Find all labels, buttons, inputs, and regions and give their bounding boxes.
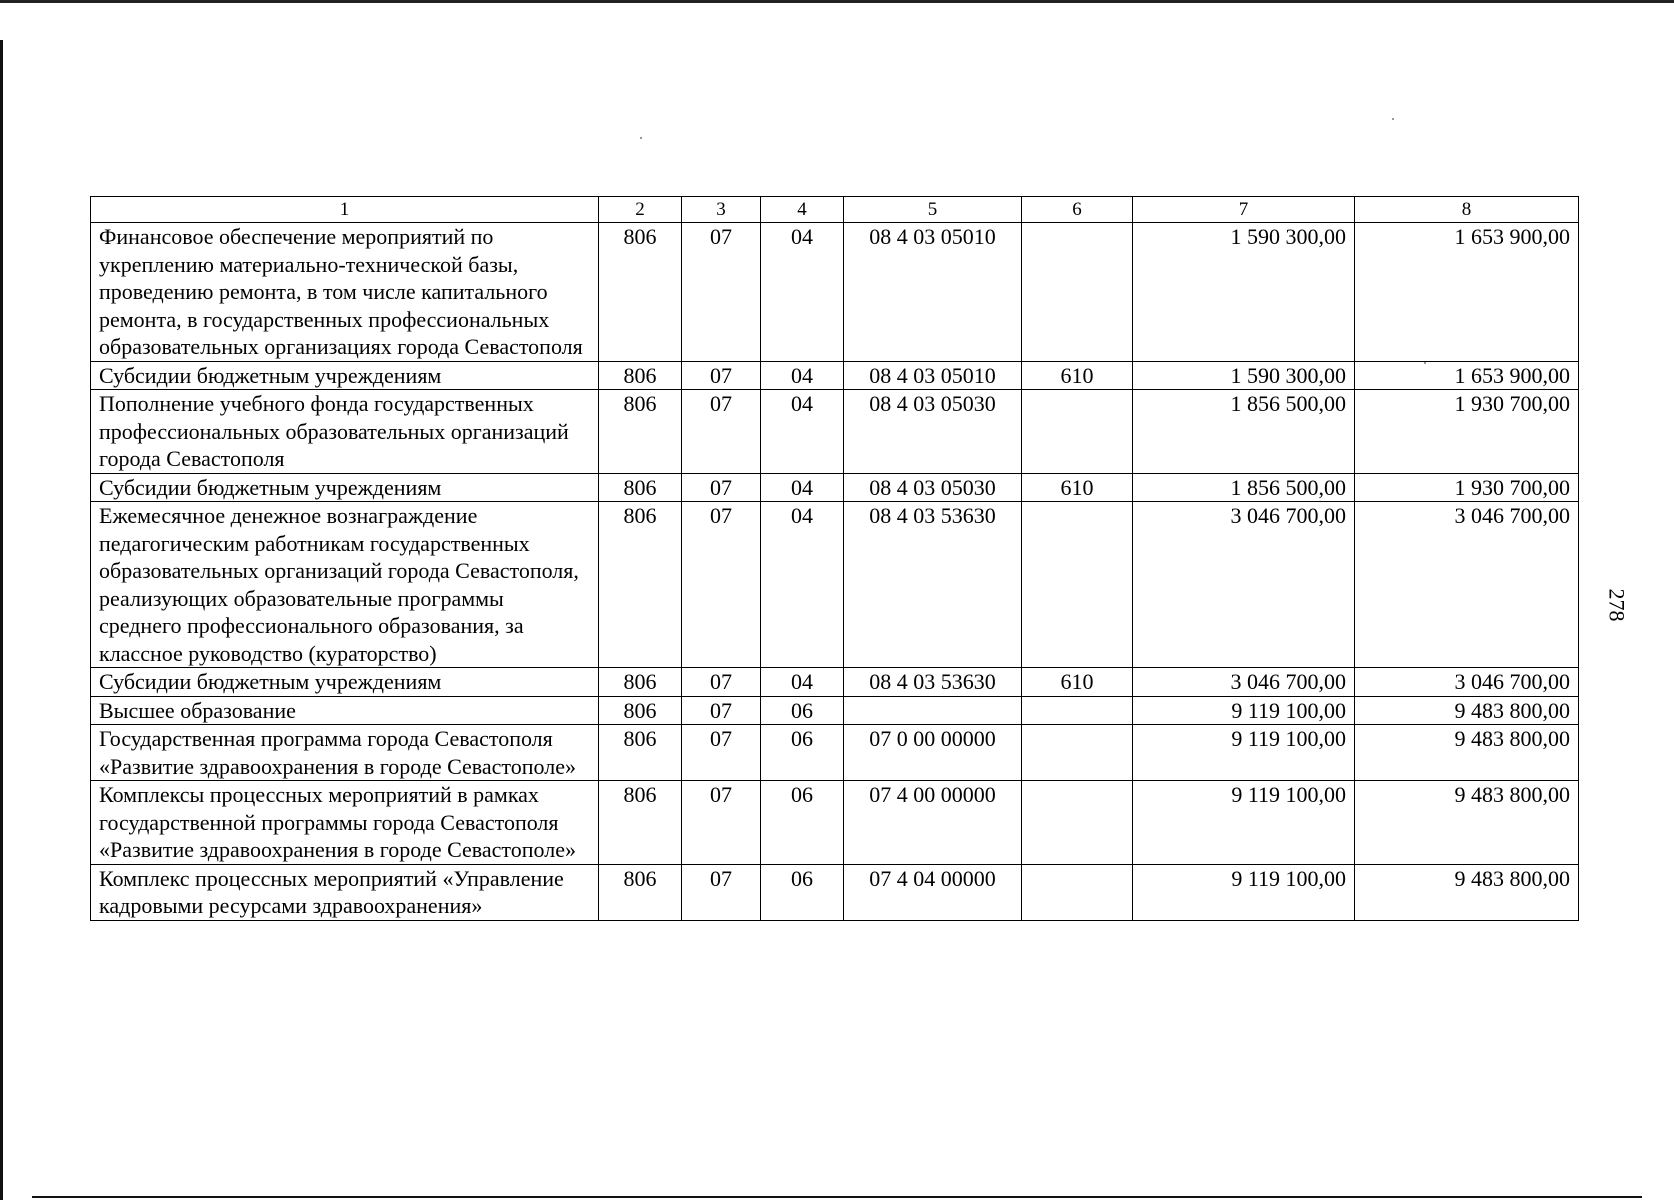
- ministry-code-cell: 806: [599, 473, 682, 502]
- amount-col7-cell: 1 856 500,00: [1133, 390, 1355, 474]
- expense-type-cell: [1022, 390, 1133, 474]
- header-cell: 5: [844, 197, 1022, 223]
- subsection-code-cell: 06: [761, 696, 844, 725]
- budget-table: [90, 196, 1579, 921]
- table-row: [91, 502, 1579, 668]
- subsection-code-cell: 04: [761, 223, 844, 362]
- target-article-cell: 08 4 03 05010: [844, 361, 1022, 390]
- amount-col8-cell: 3 046 700,00: [1355, 502, 1579, 668]
- subsection-code-cell: 04: [761, 361, 844, 390]
- expense-type-cell: [1022, 696, 1133, 725]
- table-row: [91, 781, 1579, 865]
- target-article-cell: 08 4 03 05010: [844, 223, 1022, 362]
- row-name-cell: Государственная программа города Севастополя «Развитие здравоохранения в городе Севастополе»: [91, 725, 599, 781]
- row-name-cell: Субсидии бюджетным учреждениям: [91, 473, 599, 502]
- target-article-cell: 08 4 03 53630: [844, 502, 1022, 668]
- target-article-cell: 07 4 04 00000: [844, 864, 1022, 920]
- section-code-cell: 07: [682, 502, 761, 668]
- amount-col7-cell: 9 119 100,00: [1133, 781, 1355, 865]
- subsection-code-cell: 04: [761, 390, 844, 474]
- expense-type-cell: 610: [1022, 473, 1133, 502]
- page-number: 278: [1604, 588, 1630, 622]
- subsection-code-cell: 04: [761, 502, 844, 668]
- amount-col7-cell: 3 046 700,00: [1133, 502, 1355, 668]
- table-row: [91, 473, 1579, 502]
- target-article-cell: 08 4 03 05030: [844, 390, 1022, 474]
- header-cell: 8: [1355, 197, 1579, 223]
- target-article-cell: 08 4 03 53630: [844, 668, 1022, 697]
- section-code-cell: 07: [682, 361, 761, 390]
- ministry-code-cell: 806: [599, 223, 682, 362]
- row-name-cell: Комплексы процессных мероприятий в рамках государственной программы города Севастополя «Развитие здравоохранения в городе Севастополе»: [91, 781, 599, 865]
- expense-type-cell: [1022, 781, 1133, 865]
- header-cell: 1: [91, 197, 599, 223]
- amount-col8-cell: 1 653 900,00: [1355, 223, 1579, 362]
- table-row: [91, 725, 1579, 781]
- scan-left-edge: [0, 40, 3, 1200]
- amount-col8-cell: 9 483 800,00: [1355, 725, 1579, 781]
- header-cell: 2: [599, 197, 682, 223]
- section-code-cell: 07: [682, 781, 761, 865]
- table-row: [91, 223, 1579, 362]
- amount-col7-cell: 3 046 700,00: [1133, 668, 1355, 697]
- scan-top-edge: [0, 0, 1674, 3]
- header-cell: 7: [1133, 197, 1355, 223]
- row-name-cell: Пополнение учебного фонда государственных профессиональных образовательных организаций города Севастополя: [91, 390, 599, 474]
- expense-type-cell: 610: [1022, 668, 1133, 697]
- amount-col8-cell: 3 046 700,00: [1355, 668, 1579, 697]
- target-article-cell: 07 0 00 00000: [844, 725, 1022, 781]
- ministry-code-cell: 806: [599, 781, 682, 865]
- section-code-cell: 07: [682, 223, 761, 362]
- expense-type-cell: [1022, 725, 1133, 781]
- ministry-code-cell: 806: [599, 502, 682, 668]
- section-code-cell: 07: [682, 473, 761, 502]
- header-row: [91, 197, 1579, 223]
- section-code-cell: 07: [682, 696, 761, 725]
- amount-col7-cell: 1 590 300,00: [1133, 223, 1355, 362]
- amount-col7-cell: 9 119 100,00: [1133, 696, 1355, 725]
- table-row: [91, 864, 1579, 920]
- amount-col8-cell: 1 930 700,00: [1355, 390, 1579, 474]
- amount-col8-cell: 9 483 800,00: [1355, 864, 1579, 920]
- section-code-cell: 07: [682, 725, 761, 781]
- row-name-cell: Субсидии бюджетным учреждениям: [91, 668, 599, 697]
- section-code-cell: 07: [682, 864, 761, 920]
- scan-speck: [640, 137, 642, 139]
- amount-col7-cell: 9 119 100,00: [1133, 725, 1355, 781]
- amount-col8-cell: 9 483 800,00: [1355, 696, 1579, 725]
- row-name-cell: Комплекс процессных мероприятий «Управление кадровыми ресурсами здравоохранения»: [91, 864, 599, 920]
- expense-type-cell: [1022, 864, 1133, 920]
- ministry-code-cell: 806: [599, 390, 682, 474]
- header-cell: 4: [761, 197, 844, 223]
- table-row: [91, 668, 1579, 697]
- table-row: [91, 696, 1579, 725]
- ministry-code-cell: 806: [599, 725, 682, 781]
- target-article-cell: [844, 696, 1022, 725]
- ministry-code-cell: 806: [599, 668, 682, 697]
- subsection-code-cell: 06: [761, 781, 844, 865]
- ministry-code-cell: 806: [599, 361, 682, 390]
- row-name-cell: Субсидии бюджетным учреждениям: [91, 361, 599, 390]
- expense-type-cell: 610: [1022, 361, 1133, 390]
- subsection-code-cell: 04: [761, 668, 844, 697]
- header-cell: 6: [1022, 197, 1133, 223]
- target-article-cell: 08 4 03 05030: [844, 473, 1022, 502]
- expense-type-cell: [1022, 223, 1133, 362]
- amount-col7-cell: 1 590 300,00: [1133, 361, 1355, 390]
- expense-type-cell: [1022, 502, 1133, 668]
- ministry-code-cell: 806: [599, 864, 682, 920]
- amount-col7-cell: 9 119 100,00: [1133, 864, 1355, 920]
- scan-speck: [1392, 118, 1394, 120]
- amount-col8-cell: 1 653 900,00: [1355, 361, 1579, 390]
- table-row: [91, 390, 1579, 474]
- row-name-cell: Высшее образование: [91, 696, 599, 725]
- amount-col8-cell: 1 930 700,00: [1355, 473, 1579, 502]
- header-cell: 3: [682, 197, 761, 223]
- table-row: [91, 361, 1579, 390]
- subsection-code-cell: 06: [761, 725, 844, 781]
- amount-col8-cell: 9 483 800,00: [1355, 781, 1579, 865]
- subsection-code-cell: 06: [761, 864, 844, 920]
- row-name-cell: Финансовое обеспечение мероприятий по укреплению материально-технической базы, проведению ремонта, в том числе капитального ремонта, в государственных профессиональных образовательных организациях города Севастополя: [91, 223, 599, 362]
- ministry-code-cell: 806: [599, 696, 682, 725]
- scan-bottom-rule: [32, 1196, 1642, 1198]
- row-name-cell: Ежемесячное денежное вознаграждение педагогическим работникам государственных образовательных организаций города Севастополя, реализующих образовательные программы среднего профессионального образования, за классное руководство (кураторство): [91, 502, 599, 668]
- target-article-cell: 07 4 00 00000: [844, 781, 1022, 865]
- subsection-code-cell: 04: [761, 473, 844, 502]
- section-code-cell: 07: [682, 668, 761, 697]
- amount-col7-cell: 1 856 500,00: [1133, 473, 1355, 502]
- section-code-cell: 07: [682, 390, 761, 474]
